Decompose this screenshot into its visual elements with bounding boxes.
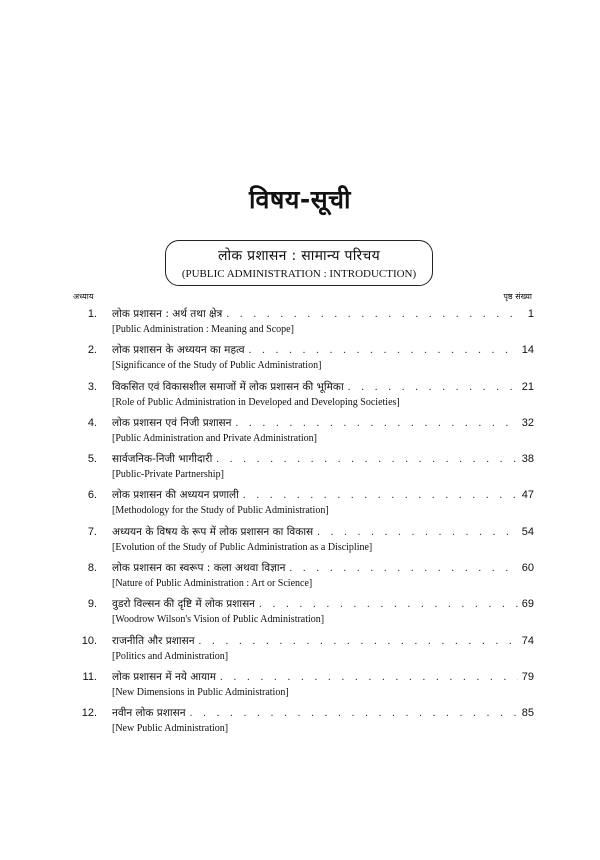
entry-title-hindi: सार्वजनिक-निजी भागीदारी <box>112 453 213 466</box>
chapter-column-header: अध्याय <box>73 292 94 301</box>
toc-entry-5 <box>73 451 534 487</box>
entry-title-hindi: अध्ययन के विषय के रूप में लोक प्रशासन का विकास <box>112 525 314 538</box>
entry-title-hindi: लोक प्रशासन का स्वरूप : कला अथवा विज्ञान <box>112 562 286 575</box>
toc-entry-10 <box>73 633 534 669</box>
entry-title-hindi: लोक प्रशासन के अध्ययन का महत्व <box>112 344 245 357</box>
entry-title-english: [Public Administration : Meaning and Scope] <box>112 324 294 335</box>
entry-page-number: 21 <box>521 380 534 393</box>
unit-title-hindi: लोक प्रशासन : सामान्य परिचय <box>217 248 381 264</box>
entry-title-english: [Politics and Administration] <box>112 650 229 662</box>
dot-leader <box>259 598 518 610</box>
entry-title-english: [Public Administration and Private Administration] <box>112 432 317 444</box>
entry-number: 12. <box>81 707 97 720</box>
toc-entry-4 <box>73 415 534 451</box>
entry-title-english: [Public-Private Partnership] <box>112 469 224 481</box>
entry-number: 6. <box>87 489 97 502</box>
entry-title-hindi: लोक प्रशासन की अध्ययन प्रणाली <box>112 489 239 502</box>
dot-leader <box>249 344 518 356</box>
entry-number: 7. <box>87 525 97 538</box>
unit-title-english: (PUBLIC ADMINISTRATION : INTRODUCTION) <box>181 268 417 280</box>
entry-number: 5. <box>87 453 97 466</box>
page-title: विषय-सूची <box>249 185 351 214</box>
table-of-contents <box>73 306 534 742</box>
entry-number: 4. <box>87 416 97 429</box>
dot-leader <box>289 562 517 574</box>
entry-title-english: [Role of Public Administration in Developed and Developing Societies] <box>112 396 400 408</box>
entry-number: 1. <box>87 308 97 320</box>
entry-page-number: 79 <box>521 670 534 683</box>
entry-title-english: [Evolution of the Study of Public Administration as a Discipline] <box>112 541 373 553</box>
toc-entry-12 <box>73 705 534 741</box>
toc-entry-6 <box>73 487 534 523</box>
entry-page-number: 32 <box>521 416 534 429</box>
dot-leader <box>348 381 518 393</box>
entry-title-hindi: लोक प्रशासन में नये आयाम <box>112 670 217 683</box>
entry-page-number: 69 <box>521 598 534 611</box>
dot-leader <box>190 707 518 719</box>
toc-entry-2 <box>73 342 534 378</box>
toc-entry-11 <box>73 669 534 705</box>
entry-page-number: 1 <box>527 308 534 320</box>
dot-leader <box>199 635 518 647</box>
entry-title-hindi: वुडरो विल्सन की दृष्टि में लोक प्रशासन <box>112 598 255 611</box>
entry-title-hindi: लोक प्रशासन एवं निजी प्रशासन <box>112 416 232 429</box>
entry-title-hindi: विकसित एवं विकासशील समाजों में लोक प्रशासन की भूमिका <box>112 380 344 393</box>
dot-leader <box>235 417 517 429</box>
entry-number: 8. <box>87 562 97 575</box>
dot-leader <box>220 671 518 683</box>
toc-entry-9 <box>73 596 534 632</box>
dot-leader <box>226 308 524 320</box>
dot-leader <box>216 453 517 465</box>
toc-entry-1 <box>73 306 534 342</box>
toc-entry-8 <box>73 560 534 596</box>
toc-entry-3 <box>73 379 534 415</box>
entry-title-hindi: राजनीति और प्रशासन <box>112 634 195 647</box>
entry-title-hindi: लोक प्रशासन : अर्थ तथा क्षेत्र <box>112 308 223 320</box>
entry-title-english: [New Dimensions in Public Administration] <box>112 686 289 698</box>
unit-heading-box <box>165 240 433 286</box>
entry-page-number: 60 <box>521 562 534 575</box>
toc-entry-7 <box>73 524 534 560</box>
entry-page-number: 54 <box>521 525 534 538</box>
page-number-column-header: पृष्ठ संख्या <box>503 292 532 301</box>
entry-title-hindi: नवीन लोक प्रशासन <box>112 707 186 720</box>
entry-page-number: 85 <box>521 707 534 720</box>
entry-number: 11. <box>82 670 97 683</box>
entry-number: 2. <box>87 344 97 357</box>
entry-page-number: 38 <box>521 453 534 466</box>
dot-leader <box>243 489 518 501</box>
entry-page-number: 14 <box>521 344 534 357</box>
entry-page-number: 47 <box>521 489 534 502</box>
entry-page-number: 74 <box>521 634 534 647</box>
entry-number: 3. <box>87 380 97 393</box>
entry-title-english: [Nature of Public Administration : Art or Science] <box>112 578 313 590</box>
entry-number: 9. <box>87 598 97 611</box>
dot-leader <box>317 526 518 538</box>
entry-title-english: [Methodology for the Study of Public Administration] <box>112 505 329 517</box>
entry-title-english: [Woodrow Wilson's Vision of Public Administration] <box>112 614 325 626</box>
entry-title-english: [Significance of the Study of Public Administration] <box>112 360 322 372</box>
entry-number: 10. <box>81 634 97 647</box>
entry-title-english: [New Public Administration] <box>112 723 229 735</box>
